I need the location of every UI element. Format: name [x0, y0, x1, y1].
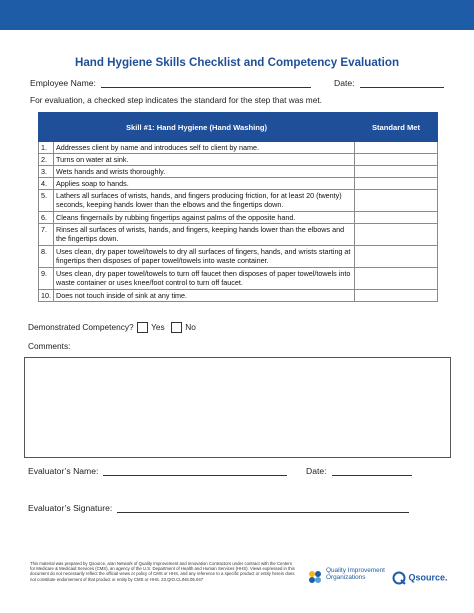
standard-met-cell[interactable] — [355, 178, 438, 190]
evaluator-signature-row — [28, 503, 409, 513]
evaluator-date-row — [306, 466, 412, 476]
evaluator-name-field[interactable] — [103, 466, 287, 476]
step-number: 10. — [39, 290, 54, 302]
standard-met-cell[interactable] — [355, 268, 438, 290]
date-label: Date: — [334, 78, 355, 88]
table-row — [39, 178, 438, 190]
no-label: No — [185, 322, 196, 332]
standard-met-cell[interactable] — [355, 224, 438, 246]
evaluator-date-field[interactable] — [332, 466, 412, 476]
step-text: Turns on water at sink. — [54, 154, 355, 166]
standard-met-cell[interactable] — [355, 212, 438, 224]
table-row — [39, 246, 438, 268]
disclaimer-text: This material was prepared by Qsource, a/an Network of Quality Improvement and Innovation Contractors under contract with the Centers for Medicare & Medicaid Services (CMS), an agency of the U.S. Department of Health and Human Services (HHS). Views expressed in this document do not necessarily reflect the official views or policy of CMS or HHS, and any reference to a specific product or entity herein does not constitute endorsement of that product or entity by CMS or HHS. 23.QIO.CLINS.05.047 — [30, 561, 295, 582]
qsource-logo — [392, 571, 448, 585]
step-text: Cleans fingernails by rubbing fingertips against palms of the opposite hand. — [54, 212, 355, 224]
evaluator-name-label: Evaluator’s Name: — [28, 466, 99, 476]
table-row — [39, 224, 438, 246]
table-row — [39, 190, 438, 212]
step-text: Uses clean, dry paper towel/towels to dry all surfaces of fingers, hands, and wrists starting at fingertips then disposes of paper towel/towels into waste container. — [54, 246, 355, 268]
competency-row — [28, 322, 196, 333]
table-row — [39, 142, 438, 154]
qsource-logo-mark-icon — [392, 571, 406, 585]
skill-header: Skill #1: Hand Hygiene (Hand Washing) — [39, 113, 355, 142]
employee-name-row — [30, 78, 311, 88]
yes-checkbox[interactable] — [137, 322, 148, 333]
step-text: Does not touch inside of sink at any time. — [54, 290, 355, 302]
evaluator-date-label: Date: — [306, 466, 327, 476]
step-number: 5. — [39, 190, 54, 212]
qio-logo-mark-icon — [306, 568, 324, 586]
qio-logo-line1: Quality Improvement — [326, 567, 385, 574]
step-number: 1. — [39, 142, 54, 154]
step-number: 2. — [39, 154, 54, 166]
date-field[interactable] — [360, 78, 444, 88]
standard-header: Standard Met — [355, 113, 438, 142]
employee-name-label: Employee Name: — [30, 78, 96, 88]
step-number: 6. — [39, 212, 54, 224]
standard-met-cell[interactable] — [355, 142, 438, 154]
intro-text: For evaluation, a checked step indicates the standard for the step that was met. — [30, 95, 322, 105]
competency-label: Demonstrated Competency? — [28, 322, 134, 332]
table-row — [39, 290, 438, 302]
skills-checklist-table — [38, 112, 438, 302]
step-text: Applies soap to hands. — [54, 178, 355, 190]
standard-met-cell[interactable] — [355, 190, 438, 212]
standard-met-cell[interactable] — [355, 290, 438, 302]
page-title: Hand Hygiene Skills Checklist and Competency Evaluation — [74, 56, 400, 69]
employee-name-field[interactable] — [101, 78, 311, 88]
comments-label: Comments: — [28, 341, 71, 351]
comments-field[interactable] — [24, 357, 451, 458]
step-text: Uses clean, dry paper towel/towels to turn off faucet then disposes of paper towel/towels into waste container or uses knee/foot control to turn off faucet. — [54, 268, 355, 290]
standard-met-cell[interactable] — [355, 166, 438, 178]
table-row — [39, 268, 438, 290]
table-row — [39, 154, 438, 166]
step-text: Addresses client by name and introduces self to client by name. — [54, 142, 355, 154]
yes-label: Yes — [151, 322, 165, 332]
evaluator-signature-label: Evaluator’s Signature: — [28, 503, 113, 513]
step-number: 7. — [39, 224, 54, 246]
step-number: 8. — [39, 246, 54, 268]
qio-logo-line2: Organizations — [326, 574, 366, 581]
step-number: 4. — [39, 178, 54, 190]
qio-logo — [306, 567, 385, 581]
step-number: 3. — [39, 166, 54, 178]
qsource-logo-text: Qsource. — [408, 572, 448, 583]
no-checkbox[interactable] — [171, 322, 182, 333]
step-text: Lathers all surfaces of wrists, hands, and fingers producing friction, for at least 20 (twenty) seconds, keeping hands lower than the elbows and the fingertips down. — [54, 190, 355, 212]
top-banner — [0, 0, 474, 30]
step-text: Wets hands and wrists thoroughly. — [54, 166, 355, 178]
step-number: 9. — [39, 268, 54, 290]
standard-met-cell[interactable] — [355, 246, 438, 268]
table-row — [39, 212, 438, 224]
date-row — [334, 78, 444, 88]
step-text: Rinses all surfaces of wrists, hands, and fingers, keeping hands lower than the elbows and the fingertips down. — [54, 224, 355, 246]
standard-met-cell[interactable] — [355, 154, 438, 166]
evaluator-signature-field[interactable] — [117, 503, 409, 513]
evaluator-name-row — [28, 466, 287, 476]
table-row — [39, 166, 438, 178]
